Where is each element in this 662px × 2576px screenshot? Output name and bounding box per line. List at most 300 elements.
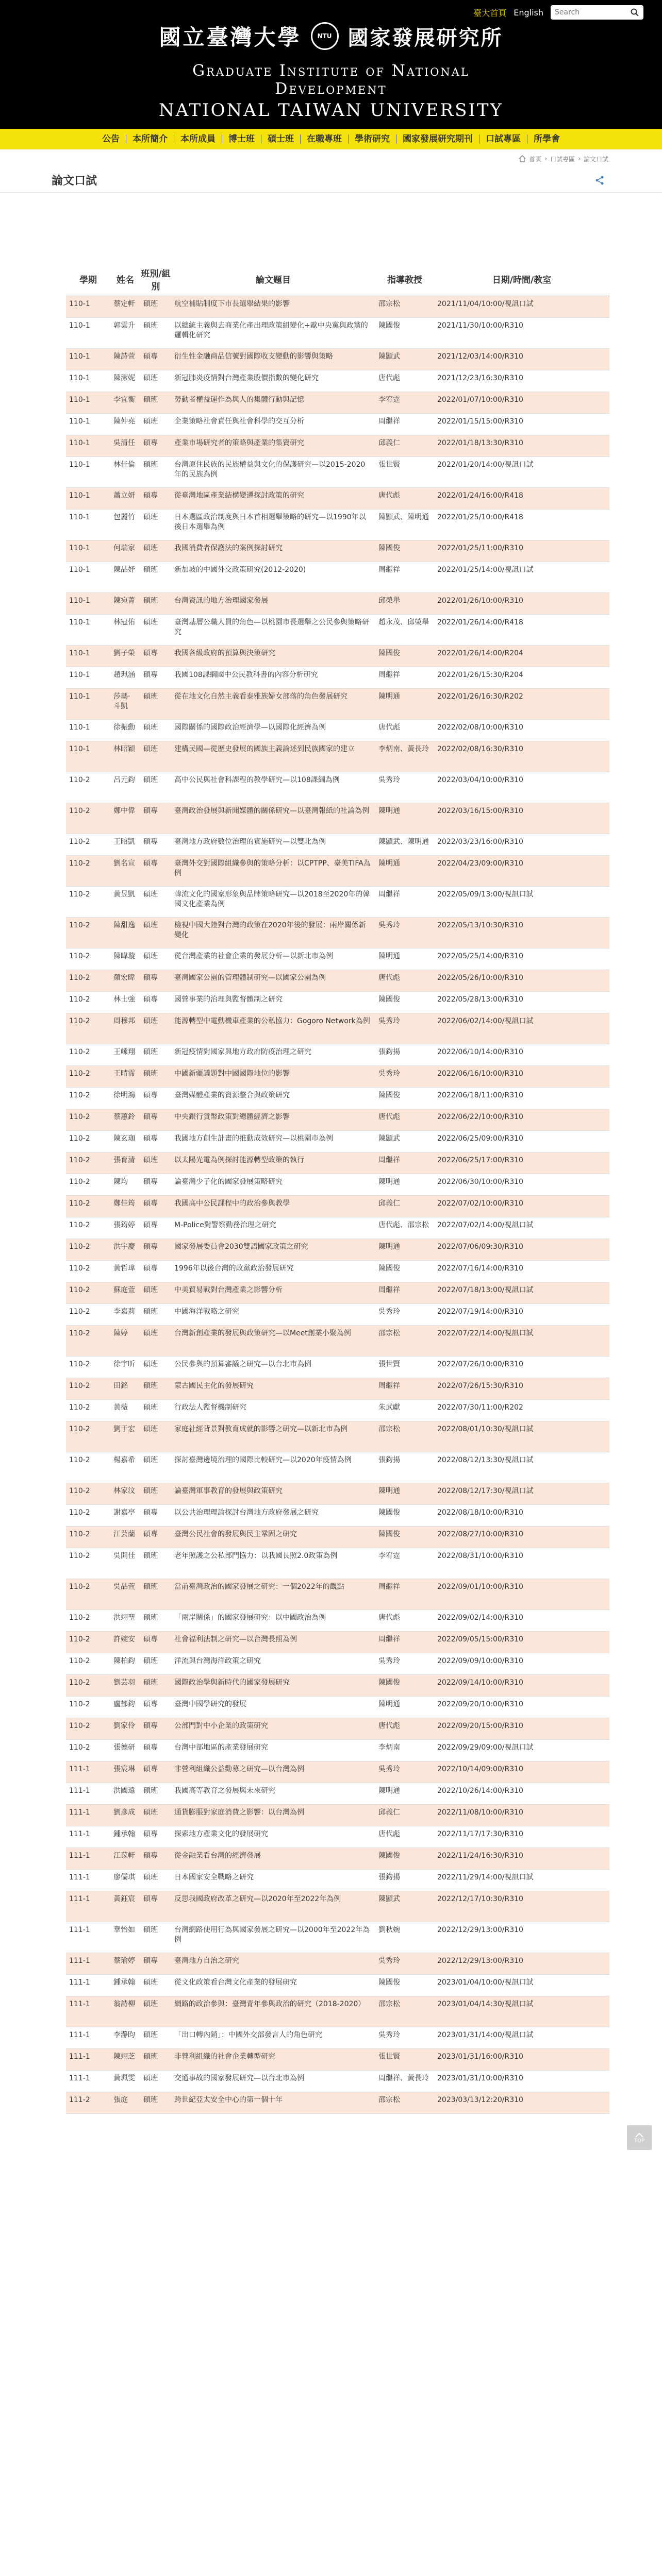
home-icon[interactable]	[519, 155, 526, 162]
cell-term: 110-2	[66, 1378, 110, 1399]
nav-announcements[interactable]: 公告	[96, 134, 126, 144]
cell-advisor: 陳國俊	[375, 317, 434, 348]
cell-title: 以公共治理理論探討台灣地方政府發展之研究	[171, 1504, 375, 1526]
cell-class: 碩班	[140, 1452, 171, 1483]
cell-advisor: 周繼祥、黃長玲	[375, 2070, 434, 2092]
cell-advisor: 邱義仁	[375, 1804, 434, 1826]
table-row	[66, 1013, 609, 1044]
cell-advisor: 周繼祥	[375, 886, 434, 917]
cell-advisor: 唐代彪	[375, 370, 434, 392]
breadcrumb-home[interactable]: 首頁	[529, 155, 542, 163]
cell-name: 陳甜逸	[110, 917, 140, 948]
cell-class: 碩班	[140, 1674, 171, 1696]
cell-name: 呂元鈞	[110, 772, 140, 803]
cell-class: 碩專	[140, 855, 171, 886]
cell-class: 碩專	[140, 348, 171, 370]
table-row	[66, 1504, 609, 1526]
cell-name: 張筠婷	[110, 1217, 140, 1239]
cell-title: 韓流文化的國家形象與品牌策略研究—以2018至2020年的韓國文化產業為例	[171, 886, 375, 917]
table-row	[66, 1282, 609, 1303]
cell-title: 臺灣中國學研究的發展	[171, 1696, 375, 1718]
cell-term: 110-2	[66, 803, 110, 834]
cell-title: 當前臺灣政治的國家發展之研究：一個2022年的觀點	[171, 1579, 375, 1609]
cell-advisor: 吳秀玲	[375, 917, 434, 948]
cell-name: 洪國遠	[110, 1783, 140, 1804]
cell-advisor: 陳明通	[375, 1239, 434, 1260]
cell-name: 蔡定軒	[110, 296, 140, 317]
cell-title: 社會福利法制之研究—以台灣長照為例	[171, 1631, 375, 1653]
cell-title: 洋流與台灣海洋政策之研究	[171, 1653, 375, 1674]
cell-datetime: 2022/09/01/10:00/R310	[434, 1579, 609, 1609]
table-row	[66, 1421, 609, 1452]
share-icon[interactable]	[594, 175, 605, 186]
table-row	[66, 614, 609, 645]
cell-datetime: 2022/06/25/09:00/R310	[434, 1130, 609, 1152]
cell-title: 行政法人監督機制研究	[171, 1399, 375, 1421]
cell-name: 洪宇慶	[110, 1239, 140, 1260]
cell-term: 110-2	[66, 1609, 110, 1631]
cell-class: 碩班	[140, 1044, 171, 1065]
cell-datetime: 2022/05/28/13:00/R310	[434, 991, 609, 1013]
cell-term: 110-1	[66, 317, 110, 348]
cell-name: 翁詩柳	[110, 1996, 140, 2027]
cell-datetime: 2022/01/26/15:30/R204	[434, 667, 609, 688]
cell-advisor: 邵宗松	[375, 1996, 434, 2027]
cell-title: 探討臺灣邊境治理的國際比較研究—以2020年疫情為例	[171, 1452, 375, 1483]
cell-class: 碩班	[140, 1804, 171, 1826]
table-row	[66, 348, 609, 370]
table-row	[66, 1996, 609, 2027]
cell-datetime: 2022/01/20/14:00/視訊口試	[434, 456, 609, 487]
table-row	[66, 1826, 609, 1848]
cell-advisor: 陳明通	[375, 855, 434, 886]
nav-about[interactable]: 本所簡介	[126, 134, 174, 144]
cell-term: 110-2	[66, 1631, 110, 1653]
nav-phd[interactable]: 博士班	[222, 134, 261, 144]
back-to-top-button[interactable]	[627, 2125, 652, 2150]
cell-title: 我國消費者保護法的案例探討研究	[171, 540, 375, 562]
cell-datetime: 2022/08/18/10:00/R310	[434, 1504, 609, 1526]
cell-class: 碩專	[140, 1130, 171, 1152]
cell-term: 110-2	[66, 1674, 110, 1696]
cell-datetime: 2022/05/13/10:30/R310	[434, 917, 609, 948]
cell-datetime: 2022/12/29/13:00/R310	[434, 1953, 609, 1974]
cell-class: 碩專	[140, 1718, 171, 1739]
cell-advisor: 張鈞揚	[375, 1044, 434, 1065]
table-row	[66, 1378, 609, 1399]
cell-term: 110-1	[66, 688, 110, 719]
cell-title: 臺灣媒體產業的資源整合與政策研究	[171, 1087, 375, 1109]
nav-executive[interactable]: 在職專班	[301, 134, 349, 144]
cell-term: 110-2	[66, 1109, 110, 1130]
cell-datetime: 2022/07/22/14:00/視訊口試	[434, 1325, 609, 1356]
cell-class: 碩班	[140, 509, 171, 540]
table-row	[66, 970, 609, 991]
cell-name: 陳柏鈞	[110, 1653, 140, 1674]
cell-advisor: 唐代彪	[375, 1718, 434, 1739]
search-box	[551, 5, 643, 20]
cell-term: 111-1	[66, 1869, 110, 1891]
cell-datetime: 2022/03/16/15:00/R310	[434, 803, 609, 834]
cell-title: 國際關係的國際政治經濟學—以國際化經濟為例	[171, 719, 375, 741]
cell-name: 林冠佑	[110, 614, 140, 645]
ntu-name-cn: 國立臺灣大學	[159, 25, 302, 50]
cell-datetime: 2022/08/12/13:30/視訊口試	[434, 1452, 609, 1483]
page-title: 論文口試	[52, 175, 97, 188]
table-row	[66, 1303, 609, 1325]
cell-term: 110-1	[66, 348, 110, 370]
cell-advisor: 吳秀玲	[375, 2027, 434, 2048]
cell-name: 林昭穎	[110, 741, 140, 772]
cell-datetime: 2022/01/18/13:30/R310	[434, 435, 609, 456]
cell-advisor: 陳國俊	[375, 1848, 434, 1869]
table-row	[66, 1653, 609, 1674]
breadcrumb-section[interactable]: 口試專區	[550, 155, 575, 163]
table-row	[66, 1953, 609, 1974]
cell-advisor: 唐代彪	[375, 970, 434, 991]
cell-datetime: 2021/11/04/10:00/視訊口試	[434, 296, 609, 317]
table-row	[66, 1869, 609, 1891]
cell-name: 廖儒琪	[110, 1869, 140, 1891]
cell-term: 110-2	[66, 1260, 110, 1282]
cell-term: 110-2	[66, 1239, 110, 1260]
cell-term: 110-2	[66, 1303, 110, 1325]
cell-title: 從台灣產業的社會企業的發展分析—以新北市為例	[171, 948, 375, 970]
cell-name: 楊嘉希	[110, 1452, 140, 1483]
cell-advisor: 周繼祥	[375, 562, 434, 592]
cell-term: 111-1	[66, 1891, 110, 1922]
cell-title: 網路的政治參與：臺灣青年參與政治的研究（2018-2020）	[171, 1996, 375, 2027]
cell-title: 非營利組織的社會企業轉型研究	[171, 2048, 375, 2070]
cell-title: 「出口轉內銷」：中國外交部發言人的角色研究	[171, 2027, 375, 2048]
cell-term: 111-1	[66, 1974, 110, 1996]
nav-defense[interactable]: 口試專區	[479, 134, 527, 144]
cell-title: 新冠肺炎疫情對台灣產業股價指數的變化研究	[171, 370, 375, 392]
cell-advisor: 吳秀玲	[375, 1953, 434, 1974]
english-link[interactable]: English	[514, 7, 543, 18]
cell-term: 111-1	[66, 1953, 110, 1974]
cell-class: 碩班	[140, 1579, 171, 1609]
cell-advisor: 唐代彪	[375, 1826, 434, 1848]
cell-advisor: 周繼祥	[375, 1579, 434, 1609]
cell-datetime: 2022/09/05/15:00/R310	[434, 1631, 609, 1653]
cell-advisor: 陳國俊	[375, 1974, 434, 1996]
cell-term: 110-2	[66, 1504, 110, 1526]
cell-datetime: 2022/06/30/10:00/R310	[434, 1174, 609, 1195]
cell-name: 黃鈺宸	[110, 1891, 140, 1922]
cell-class: 碩專	[140, 1739, 171, 1761]
cell-datetime: 2023/01/04/10:00/視訊口試	[434, 1974, 609, 1996]
cell-class: 碩專	[140, 435, 171, 456]
cell-class: 碩班	[140, 1303, 171, 1325]
cell-name: 李嘉莉	[110, 1303, 140, 1325]
cell-advisor: 陳國俊	[375, 1674, 434, 1696]
cell-name: 劉家伶	[110, 1718, 140, 1739]
cell-class: 碩班	[140, 772, 171, 803]
defense-table	[66, 263, 609, 2114]
table-row	[66, 392, 609, 413]
cell-advisor: 邵宗松	[375, 1325, 434, 1356]
institute-name-cn: 國家發展研究所	[347, 25, 503, 50]
cell-advisor: 邱義仁	[375, 435, 434, 456]
cell-datetime: 2022/06/22/10:00/R310	[434, 1109, 609, 1130]
cell-term: 110-2	[66, 1217, 110, 1239]
cell-advisor: 李炳南、黃長玲	[375, 741, 434, 772]
table-row	[66, 1483, 609, 1504]
cell-class: 碩班	[140, 1013, 171, 1044]
cell-class: 碩專	[140, 667, 171, 688]
nav-masters[interactable]: 碩士班	[261, 134, 301, 144]
cell-datetime: 2022/10/26/14:00/R310	[434, 1783, 609, 1804]
cell-name: 林家汶	[110, 1483, 140, 1504]
nav-research[interactable]: 學術研究	[349, 134, 396, 144]
cell-advisor: 陳國俊	[375, 540, 434, 562]
cell-datetime: 2022/10/14/09:00/R310	[434, 1761, 609, 1783]
cell-class: 碩班	[140, 1548, 171, 1579]
cell-name: 張育清	[110, 1152, 140, 1174]
cell-advisor: 陳顯武	[375, 1891, 434, 1922]
cell-term: 110-1	[66, 540, 110, 562]
cell-datetime: 2022/12/29/13:00/R310	[434, 1922, 609, 1953]
cell-datetime: 2023/03/13/12:20/R310	[434, 2092, 609, 2113]
cell-class: 碩班	[140, 948, 171, 970]
cell-name: 徐振勳	[110, 719, 140, 741]
breadcrumb: 首頁 › 口試專區 › 論文口試	[0, 149, 662, 168]
cell-advisor: 周繼祥	[375, 1631, 434, 1653]
institute-seal-icon: NTU	[311, 22, 339, 50]
cell-name: 林佳倫	[110, 456, 140, 487]
table-row	[66, 1152, 609, 1174]
cell-datetime: 2022/01/25/10:00/R418	[434, 509, 609, 540]
cell-advisor: 吳秀玲	[375, 1013, 434, 1044]
cell-advisor: 陳國俊	[375, 1087, 434, 1109]
cell-term: 110-2	[66, 917, 110, 948]
cell-title: 反思我國政府改革之研究—以2020年至2022年為例	[171, 1891, 375, 1922]
cell-datetime: 2022/09/09/10:00/R310	[434, 1653, 609, 1674]
cell-term: 110-2	[66, 1325, 110, 1356]
site-logo[interactable]	[145, 20, 517, 121]
cell-advisor: 唐代彪、邵宗松	[375, 1217, 434, 1239]
cell-term: 110-2	[66, 970, 110, 991]
cell-advisor: 吳秀玲	[375, 1065, 434, 1087]
cell-datetime: 2022/09/20/10:00/R310	[434, 1696, 609, 1718]
cell-datetime: 2022/06/02/14:00/視訊口試	[434, 1013, 609, 1044]
cell-name: 張庭	[110, 2092, 140, 2113]
cell-advisor: 陳國俊	[375, 991, 434, 1013]
cell-title: 國際政治學與新時代的國家發展研究	[171, 1674, 375, 1696]
cell-title: 台灣網路使用行為與國家發展之研究—以2000年至2022年為例	[171, 1922, 375, 1953]
cell-term: 111-1	[66, 1848, 110, 1869]
cell-datetime: 2022/11/17/17:30/R310	[434, 1826, 609, 1848]
cell-class: 碩專	[140, 834, 171, 855]
cell-advisor: 周繼祥	[375, 1378, 434, 1399]
cell-name: 黃薇	[110, 1399, 140, 1421]
cell-term: 110-1	[66, 562, 110, 592]
cell-title: 老年照護之公私部門協力：以我國長照2.0政策為例	[171, 1548, 375, 1579]
cell-title: 探索地方產業文化的發展研究	[171, 1826, 375, 1848]
cell-term: 110-2	[66, 1044, 110, 1065]
table-row	[66, 1891, 609, 1922]
cell-term: 111-1	[66, 1783, 110, 1804]
cell-title: 日本選區政治制度與日本首相選舉策略的研究—以1990年以後日本選舉為例	[171, 509, 375, 540]
cell-datetime: 2021/12/03/14:00/R310	[434, 348, 609, 370]
cell-datetime: 2022/06/25/17:00/R310	[434, 1152, 609, 1174]
cell-term: 110-1	[66, 614, 110, 645]
table-row	[66, 1922, 609, 1953]
cell-title: 中國海洋戰略之研究	[171, 1303, 375, 1325]
cell-title: 中美貿易戰對台灣產業之影響分析	[171, 1282, 375, 1303]
table-row	[66, 2092, 609, 2113]
cell-class: 碩班	[140, 1609, 171, 1631]
cell-class: 碩專	[140, 1526, 171, 1548]
cell-name: 包麗竹	[110, 509, 140, 540]
cell-title: 日本國家安全戰略之研究	[171, 1869, 375, 1891]
cell-advisor: 張鈞揚	[375, 1452, 434, 1483]
cell-title: M-Police對警察勤務治理之研究	[171, 1217, 375, 1239]
cell-term: 110-1	[66, 392, 110, 413]
cell-datetime: 2022/08/27/10:00/R310	[434, 1526, 609, 1548]
cell-datetime: 2022/04/23/09:00/R310	[434, 855, 609, 886]
nav-student-assoc[interactable]: 所學會	[534, 134, 560, 144]
cell-class: 碩專	[140, 970, 171, 991]
cell-advisor: 張鈞揚	[375, 1869, 434, 1891]
cell-advisor: 陳明通	[375, 1174, 434, 1195]
cell-advisor: 劉秋婉	[375, 1922, 434, 1953]
search-input[interactable]	[555, 8, 627, 16]
cell-class: 碩班	[140, 1483, 171, 1504]
table-row	[66, 296, 609, 317]
cell-datetime: 2022/09/29/09:00/視訊口試	[434, 1739, 609, 1761]
cell-term: 110-1	[66, 370, 110, 392]
cell-name: 華怡如	[110, 1922, 140, 1953]
table-row	[66, 1065, 609, 1087]
cell-advisor: 陳明通	[375, 688, 434, 719]
cell-title: 蒙古國民主化的發展研究	[171, 1378, 375, 1399]
cell-title: 高中公民與社會科課程的教學研究—以108課綱為例	[171, 772, 375, 803]
cell-title: 能源轉型中電動機車產業的公私協力：Gogoro Network為例	[171, 1013, 375, 1044]
cell-title: 台灣新創產業的發展與政策研究—以Meet創業小聚為例	[171, 1325, 375, 1356]
cell-datetime: 2022/06/18/11:00/R310	[434, 1087, 609, 1109]
table-row	[66, 803, 609, 834]
ntu-name-en: NATIONAL TAIWAN UNIVERSITY	[159, 100, 503, 121]
cell-advisor: 陳顯武	[375, 348, 434, 370]
cell-title: 臺灣地方政府數位治理的實施研究—以雙北為例	[171, 834, 375, 855]
cell-title: 產業市場研究者的策略與產業的集資研究	[171, 435, 375, 456]
cell-datetime: 2022/01/26/14:00/R204	[434, 645, 609, 667]
cell-advisor: 吳秀玲	[375, 1761, 434, 1783]
table-row	[66, 509, 609, 540]
cell-name: 黃珮雯	[110, 2070, 140, 2092]
cell-advisor: 陳國俊	[375, 1260, 434, 1282]
cell-title: 台灣資訊的地方治理國家發展	[171, 592, 375, 614]
defense-table-wrap	[66, 263, 609, 2114]
table-row	[66, 592, 609, 614]
cell-advisor: 李宥霆	[375, 392, 434, 413]
cell-datetime: 2021/11/30/10:00/R310	[434, 317, 609, 348]
cell-class: 碩專	[140, 1504, 171, 1526]
cell-title: 從金融業看台灣的經濟發展	[171, 1848, 375, 1869]
utility-bar	[473, 5, 643, 20]
cell-datetime: 2022/06/16/10:00/R310	[434, 1065, 609, 1087]
cell-datetime: 2022/07/02/14:00/視訊口試	[434, 1217, 609, 1239]
cell-advisor: 陳顯武、陳明通	[375, 509, 434, 540]
cell-term: 110-2	[66, 948, 110, 970]
nav-journal[interactable]: 國家發展研究期刊	[396, 134, 479, 144]
header-name: 姓名	[110, 263, 140, 296]
cell-advisor: 唐代彪	[375, 487, 434, 509]
cell-datetime: 2022/07/26/10:00/R310	[434, 1356, 609, 1378]
cell-title: 企業策略社會責任與社會科學的交互分析	[171, 413, 375, 435]
cell-term: 110-2	[66, 1130, 110, 1152]
cell-title: 「兩岸關係」的國家發展研究：以中國政治為例	[171, 1609, 375, 1631]
cell-term: 111-1	[66, 1761, 110, 1783]
table-row	[66, 540, 609, 562]
cell-datetime: 2022/07/26/15:30/R310	[434, 1378, 609, 1399]
cell-name: 鍾承翰	[110, 1974, 140, 1996]
table-row	[66, 1526, 609, 1548]
cell-class: 碩班	[140, 1996, 171, 2027]
cell-term: 110-1	[66, 509, 110, 540]
cell-name: 陳仲堯	[110, 413, 140, 435]
cell-name: 陳詩萱	[110, 348, 140, 370]
cell-term: 110-1	[66, 456, 110, 487]
cell-term: 110-1	[66, 592, 110, 614]
cell-advisor: 陳明通	[375, 1483, 434, 1504]
cell-term: 110-2	[66, 834, 110, 855]
cell-class: 碩班	[140, 1922, 171, 1953]
cell-class: 碩班	[140, 2048, 171, 2070]
table-row	[66, 645, 609, 667]
table-row	[66, 667, 609, 688]
table-row	[66, 562, 609, 592]
cell-name: 徐宇昕	[110, 1356, 140, 1378]
cell-title: 國營事業的治理與監督體制之研究	[171, 991, 375, 1013]
cell-name: 劉于宏	[110, 1421, 140, 1452]
cell-datetime: 2022/12/17/10:30/R310	[434, 1891, 609, 1922]
cell-name: 謝嘉亭	[110, 1504, 140, 1526]
cell-name: 李瀞昀	[110, 2027, 140, 2048]
cell-class: 碩班	[140, 392, 171, 413]
cell-class: 碩班	[140, 592, 171, 614]
cell-title: 公部門對中小企業的政策研究	[171, 1718, 375, 1739]
cell-class: 碩班	[140, 296, 171, 317]
search-icon[interactable]	[630, 8, 639, 17]
cell-name: 陳潔妮	[110, 370, 140, 392]
cell-class: 碩班	[140, 1783, 171, 1804]
ntu-home-link[interactable]: 臺大首頁	[473, 8, 507, 18]
cell-name: 吳品萱	[110, 1579, 140, 1609]
cell-title: 論臺灣少子化的國家發展策略研究	[171, 1174, 375, 1195]
cell-term: 110-2	[66, 1174, 110, 1195]
cell-datetime: 2022/09/02/14:00/R310	[434, 1609, 609, 1631]
cell-name: 劉彥成	[110, 1804, 140, 1826]
cell-class: 碩班	[140, 1653, 171, 1674]
breadcrumb-current: 論文口試	[583, 155, 608, 163]
table-row	[66, 1325, 609, 1356]
cell-title: 國家發展委員會2030雙語國家政策之研究	[171, 1239, 375, 1260]
cell-name: 黃昱凱	[110, 886, 140, 917]
site-header	[0, 0, 662, 129]
cell-datetime: 2023/01/31/14:00/視訊口試	[434, 2027, 609, 2048]
cell-class: 碩專	[140, 1239, 171, 1260]
cell-title: 非營利組織公益勸募之研究—以台灣為例	[171, 1761, 375, 1783]
cell-term: 110-2	[66, 1548, 110, 1579]
nav-members[interactable]: 本所成員	[174, 134, 222, 144]
cell-title: 我國108課綱國中公民教科書的內容分析研究	[171, 667, 375, 688]
cell-name: 林士強	[110, 991, 140, 1013]
cell-advisor: 邵宗松	[375, 1421, 434, 1452]
cell-datetime: 2022/01/26/14:00/R418	[434, 614, 609, 645]
